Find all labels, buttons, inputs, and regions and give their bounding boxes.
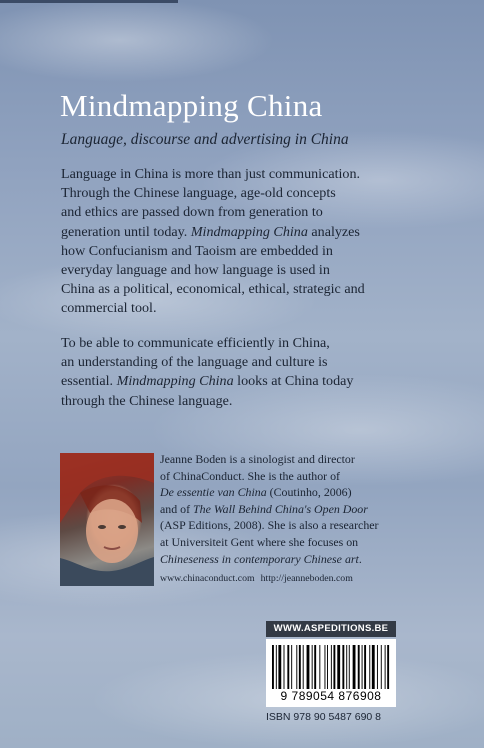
barcode-bar [349,645,350,689]
text-line: generation until today. Mindmapping China analyzes [61,223,360,240]
text-line: and of The Wall Behind China's Open Door [160,501,368,516]
description-paragraph-2 [61,334,441,411]
barcode-bar [296,645,297,689]
barcode-bar [342,645,344,689]
barcode-bar [377,645,378,689]
book-title: Mindmapping China [60,88,323,123]
barcode-bar [385,645,386,689]
barcode-bar [333,645,335,689]
barcode-bar [312,645,313,689]
barcode-bar [369,645,370,689]
text-line: at Universiteit Gent where she focuses on [160,534,359,549]
barcode-bar [324,645,325,689]
text-line: an understanding of the language and culture is [61,354,328,371]
italic-title: Mindmapping China [116,373,234,390]
text-line: commercial tool. [61,300,157,317]
italic-title: De essentie van China [160,485,267,500]
barcode [266,639,396,707]
text-line: Language in China is more than just communication. [61,166,361,182]
description-paragraph-1 [61,165,441,319]
barcode-bars [272,645,390,691]
barcode-bar [327,645,328,689]
link-jeanneboden[interactable]: http://jeanneboden.com [260,573,353,584]
barcode-bar [278,645,281,689]
barcode-bar [291,645,292,689]
barcode-bar [331,645,332,689]
text-line: (ASP Editions, 2008). She is also a researcher [160,518,379,533]
barcode-bar [276,645,277,689]
text-line: through the Chinese language. [61,392,233,409]
barcode-bar [362,645,363,689]
text-line: De essentie van China (Coutinho, 2006) [160,485,352,500]
text-line: of ChinaConduct. She is the author of [160,468,340,483]
barcode-bar [303,645,304,689]
book-subtitle: Language, discourse and advertising in China [61,131,349,148]
barcode-bar [364,645,366,689]
text-line: Jeanne Boden is a sinologist and director [160,452,355,466]
barcode-bar [372,645,375,689]
author-links [160,573,359,584]
barcode-bar [272,645,274,689]
text-line: essential. Mindmapping China looks at China today [61,373,354,390]
barcode-bar [319,645,320,689]
text-line: To be able to communicate efficiently in China, [61,335,330,351]
publisher-website-badge: WWW.ASPEDITIONS.BE [266,621,396,637]
italic-title: Chineseness in contemporary Chinese art [160,551,359,566]
top-edge-line [0,0,178,3]
text-line: Chineseness in contemporary Chinese art. [160,551,362,566]
barcode-bar [346,645,347,689]
barcode-bar [381,645,382,689]
barcode-bar [307,645,310,689]
barcode-bar [358,645,360,689]
text-line: China as a political, economical, ethical, strategic and [61,281,365,298]
text-line: Through the Chinese language, age-old concepts [61,185,336,202]
text-line: how Confucianism and Taoism are embedded in [61,242,333,259]
barcode-digits: 9 789054 876908 [266,689,396,703]
text-line: and ethics are passed down from generation to [61,204,323,221]
author-photo [60,453,154,586]
italic-title: Mindmapping China [190,223,308,240]
barcode-bar [287,645,289,689]
isbn-number: ISBN 978 90 5487 690 8 [266,711,382,723]
author-bio [160,451,410,567]
text-line: everyday language and how language is used in [61,262,330,279]
link-chinaconduct[interactable]: www.chinaconduct.com [160,573,255,584]
barcode-bar [284,645,285,689]
barcode-bar [387,645,389,689]
barcode-bar [337,645,340,689]
barcode-bar [353,645,356,689]
italic-title: The Wall Behind China's Open Door [193,501,368,516]
barcode-bar [299,645,301,689]
barcode-bar [314,645,316,689]
